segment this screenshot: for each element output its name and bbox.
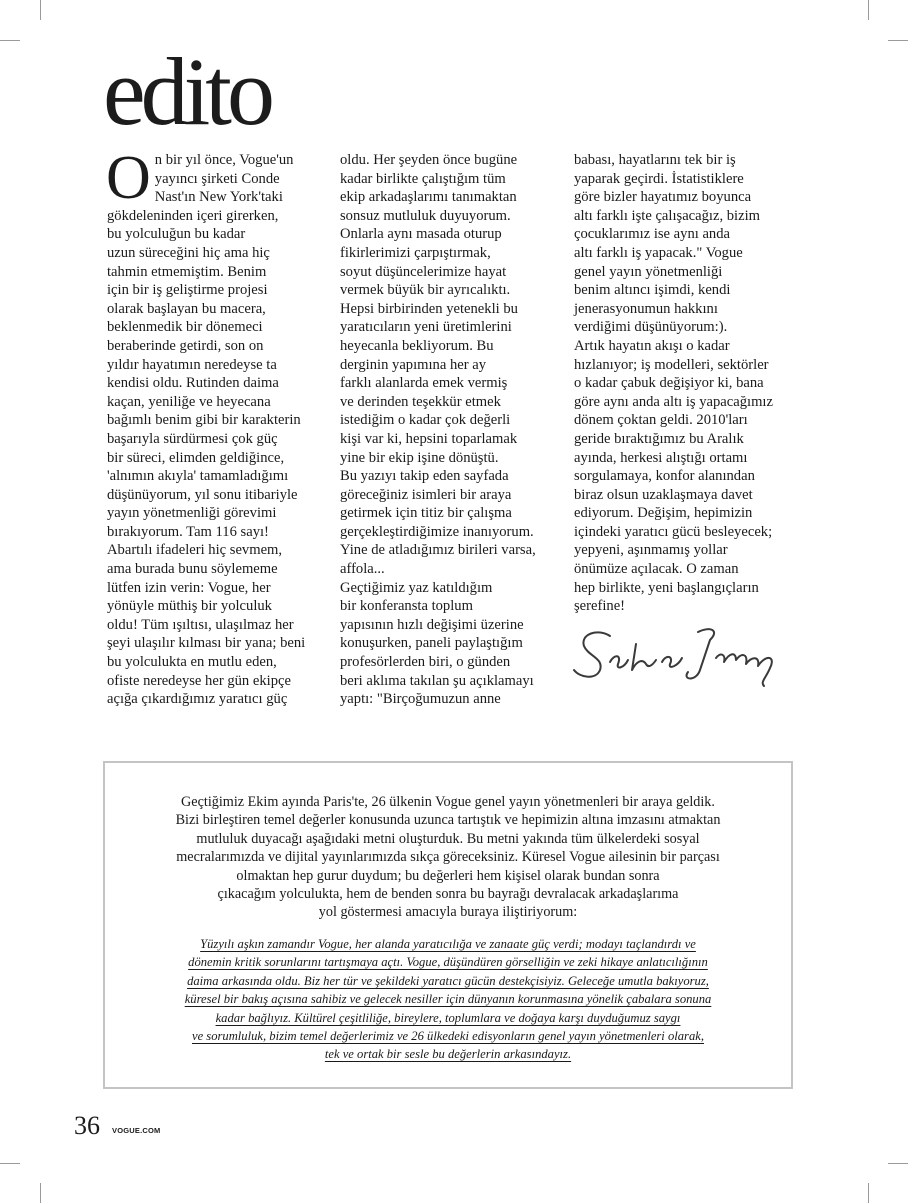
text-line: daima arkasında oldu. Biz her tür ve şekildeki yaratıcı gücün destekçisiyiz. Geleceğe umutla bakıyoruz, [187,973,709,988]
text-line: Abartılı ifadeleri hiç sevmem, [107,542,283,559]
text-line: yönüyle müthiş bir yolculuk [107,598,272,615]
text-line: benim altıncı işimdi, kendi [574,282,731,299]
text-line: göreceğiniz isimleri bir araya [340,486,512,503]
charter-intro [105,793,791,922]
text-line: babası, hayatlarını tek bir iş [574,152,736,168]
text-line: profesörlerden biri, o günden [340,654,511,671]
text-line: olarak başlayan bu macera, [107,300,266,317]
text-line: heyecanla bekliyorum. Bu [340,337,494,354]
text-line: lütfen izin verin: Vogue, her [107,579,271,596]
crop-mark-top-right-v [868,0,869,20]
text-line: önümüze açılacak. O zaman [574,561,739,578]
text-line: şerefine! [574,598,626,615]
text-line: oldu. Her şeyden önce bugüne [340,152,518,168]
text-line: Yine de atladığımız birileri varsa, [340,542,536,559]
text-line: altı farklı iş yapacak." Vogue [574,244,743,261]
text-line: vermek büyük bir ayrıcalıktı. [340,282,511,299]
text-line: ve derinden teşekkür etmek [340,393,501,410]
charter-quote [105,935,791,1064]
text-line: derginin yapımına her ay [340,356,487,373]
text-line: biraz olsun uzaklaşmaya davet [574,486,753,503]
text-line: soyut düşüncelerimize hayat [340,263,507,280]
text-line: affola... [340,561,385,578]
text-line: çocuklarımız ise aynı anda [574,226,731,243]
text-line: tahmin etmemiştim. Benim [107,263,267,280]
text-line: bir konferansta toplum [340,598,473,615]
crop-mark-top-left-v [40,0,41,20]
text-line: düşünüyorum, yıl sonu itibariyle [107,486,298,503]
text-line: yaparak geçirdi. İstatistiklere [574,170,744,187]
column-3-text [574,151,804,616]
page-title: edito [103,38,270,145]
text-line: Artık hayatın akışı o kadar [574,337,730,354]
handwritten-signature-icon [570,618,790,693]
text-line: Yüzyılı aşkın zamandır Vogue, her alanda yaratıcılığa ve zanaate güç verdi; modayı taçlandırdı ve [200,937,696,951]
crop-mark-bottom-right-v [868,1183,869,1203]
text-line: gökdeleninden içeri girerken, [107,207,279,224]
text-line: jenerasyonumun hakkını [574,300,718,317]
text-line: oldu! Tüm ışıltısı, ulaşılmaz her [107,616,294,633]
text-line: küresel bir bakış açısına sahibiz ve gelecek nesiller için dünyanın korunmasına yönelik çabalara sonuna [184,992,712,1007]
text-line: bırakıyorum. Tam 116 sayı! [107,523,269,540]
drop-cap: O [106,144,151,212]
text-line: Bu yazıyı takip eden sayfada [340,468,509,485]
text-line: kendisi oldu. Rutinden daima [107,375,279,392]
text-line: yapısının hızlı değişimi üzerine [340,616,524,633]
text-line: sonsuz mutluluk duyuyorum. [340,207,511,224]
page-number: 36 [74,1111,100,1140]
text-line: ekip arkadaşlarımı tanımaktan [340,189,517,206]
text-line: açığa çıkardığımız yaratıcı güç [107,691,288,708]
text-line: bu yolculuğun bu kadar [107,226,246,243]
text-line: konuşurken, paneli paylaştığım [340,635,523,652]
crop-mark-top-right-h [888,40,908,41]
text-line: Geçtiğimiz yaz katıldığım [340,579,493,596]
text-line: yaratıcıların yeni üretimlerini [340,319,512,336]
text-line: hep birlikte, yeni başlangıçların [574,579,759,596]
text-line: yayıncı şirketi Conde [154,170,280,187]
text-line: yepyeni, aşınmamış yollar [574,542,728,559]
text-line: farklı alanlarda emek vermiş [340,375,508,392]
crop-mark-bottom-left-h [0,1163,20,1164]
text-line: verdiğimi düşünüyorum:). [574,319,728,336]
text-line: yıldır hayatımın neredeyse ta [107,356,277,373]
text-line: genel yayın yönetmenliği [574,263,723,280]
text-line: ayında, herkesi alıştığı ortamı [574,449,748,466]
text-line: Onlarla aynı masada oturup [340,226,502,243]
text-line: için bir iş geliştirme projesi [107,282,268,299]
text-line: yaptı: "Birçoğumuzun anne [340,691,501,708]
text-line: getirmek için titiz bir çalışma [340,505,512,522]
text-line: beklenmedik bir dönemeci [107,319,263,336]
article-column-2 [340,151,565,709]
text-line: bağımlı benim gibi bir karakterin [107,412,301,429]
text-line: göre aynı anda altı iş yapacağımız [574,393,773,410]
text-line: geride bıraktığımız bu Aralık [574,430,744,447]
text-line: kişi var ki, hepsini toparlamak [340,430,518,447]
text-line: 'alnımın akıyla' tamamladığımı [107,468,289,485]
text-line: altı farklı işte çalışacağız, bizim [574,207,760,224]
text-line: dönem çoktan geldi. 2010'ları [574,412,748,429]
text-line: başarıyla sürdürmesi çok güç [107,430,278,447]
crop-mark-top-left-h [0,40,20,41]
text-line: gerçekleştirdiğimize inanıyorum. [340,523,534,540]
text-line: yol göstermesi amacıyla buraya iliştiriyorum: [318,904,578,921]
text-line: kaçan, yeniliğe ve heyecana [107,393,271,410]
text-line: uzun süreceğini hiç ama hiç [107,244,270,261]
site-url: VOGUE.COM [112,1126,161,1135]
text-line: kadar birlikte çalıştığım tüm [340,170,506,187]
text-line: Geçtiğimiz Ekim ayında Paris'te, 26 ülkenin Vogue genel yayın yönetmenleri bir araya geldik. [181,794,715,810]
text-line: yine bir ekip işine dönüştü. [340,449,499,466]
text-line: n bir yıl önce, Vogue'un [154,152,294,168]
text-line: içindeki yaratıcı gücü besleyecek; [574,523,773,540]
text-line: tek ve ortak bir sesle bu değerlerin arkasındayız. [324,1047,572,1062]
text-line: fikirlerimizi çarpıştırmak, [340,244,491,261]
text-line: kadar bağlıyız. Kültürel çeşitliliğe, bireylere, toplumlara ve doğaya karşı duyduğumuz saygı [215,1010,681,1025]
text-line: ediyorum. Değişim, hepimizin [574,505,753,522]
text-line: hızlanıyor; iş modelleri, sektörler [574,356,769,373]
charter-box [103,761,793,1089]
text-line: bir süreci, elimden geldiğince, [107,449,285,466]
crop-mark-bottom-left-v [40,1183,41,1203]
text-line: beri aklıma takılan şu açıklamayı [340,672,534,689]
text-line: sorgulamaya, konfor alanından [574,468,755,485]
text-line: çıkacağım yolculukta, hem de benden sonra bu bayrağı devralacak arkadaşlarıma [217,886,679,903]
text-line: şeyi ulaşılır kılması bir yana; beni [107,635,306,652]
crop-mark-bottom-right-h [888,1163,908,1164]
article-column-1 [106,144,327,709]
column-2-text [340,151,565,709]
text-line: göre bizler hayatımız boyunca [574,189,752,206]
text-line: dönemin kritik sorunlarını tartışmaya açtı. Vogue, düşündüren görselliğin ve zeki hikaye anlatıcılığının [188,955,708,970]
text-line: mecralarımızda ve dijital yayınlarımızda sıkça göreceksiniz. Küresel Vogue ailesinin bir parçası [176,849,720,866]
text-line: ve sorumluluk, bizim temel değerlerimiz ve 26 ülkedeki edisyonların genel yayın yönetmenleri olarak, [191,1029,704,1044]
text-line: o kadar çabuk değişiyor ki, bana [574,375,764,392]
text-line: Hepsi birbirinden yetenekli bu [340,300,518,317]
article-column-3 [574,151,804,616]
text-line: beraberinde getirdi, son on [107,337,264,354]
text-line: mutluluk duyacağı aşağıdaki metni oluşturduk. Bu metni yakında tüm ülkelerdeki sosyal [196,830,700,847]
text-line: yayın yönetmenliği görevimi [107,505,277,522]
text-line: ama burada bunu söylememe [107,561,278,578]
text-line: Bizi birleştiren temel değerler konusunda uzunca tartıştık ve hepimizin altına imzasını atmaktan [175,812,721,829]
text-line: istediğim o kadar çok değerli [340,412,511,429]
text-line: olmaktan hep gurur duydum; bu değerleri hem kişisel olarak bundan sonra [236,867,660,884]
text-line: bu yolculukta en mutlu eden, [107,654,277,671]
text-line: ofiste neredeyse her gün ekipçe [107,672,291,689]
text-line: Nast'ın New York'taki [154,189,283,206]
column-1-text [106,144,327,709]
